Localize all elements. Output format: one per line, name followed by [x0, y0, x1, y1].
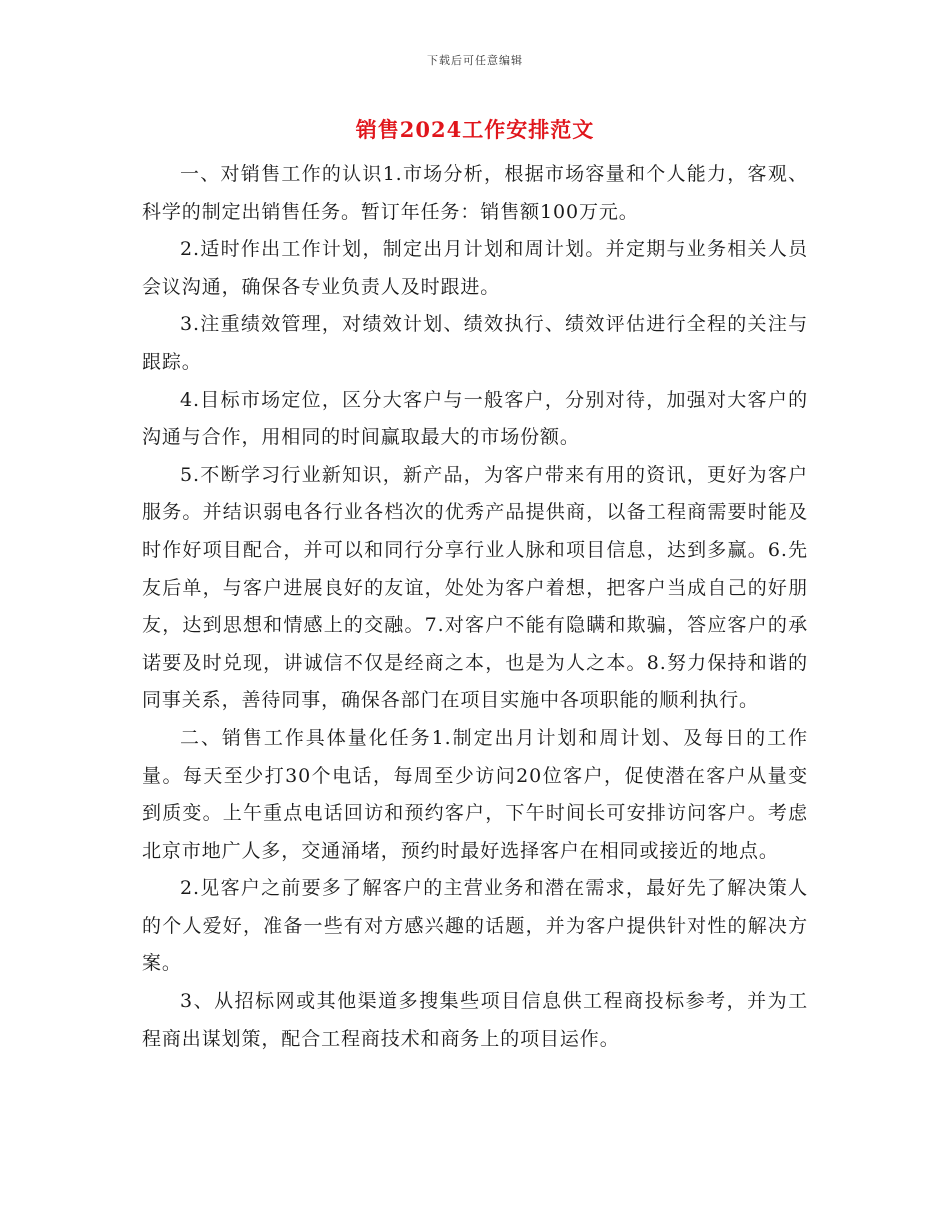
paragraph-2: 2.适时作出工作计划，制定出月计划和周计划。并定期与业务相关人员会议沟通，确保各专业负责人及时跟进。 [142, 238, 808, 298]
paragraph-4: 4.目标市场定位，区分大客户与一般客户，分别对待，加强对大客户的沟通与合作，用相同的时间赢取最大的市场份额。 [142, 388, 808, 449]
paragraph-5: 5.不断学习行业新知识，新产品，为客户带来有用的资讯，更好为客户服务。并结识弱电各行业各档次的优秀产品提供商，以备工程商需要时能及时作好项目配合，并可以和同行分享行业人脉和项目信息，达到多赢。6.先友后单，与客户进展良好的友谊，处处为客户着想，把客户当成自己的好朋友，达到思想和情感上的交融。7.对客户不能有隐瞒和欺骗，答应客户的承诺要及时兑现，讲诚信不仅是经商之本，也是为人之本。8.努力保持和谐的同事关系，善待同事，确保各部门在项目实施中各项职能的顺利执行。 [142, 463, 808, 712]
document-body [142, 156, 808, 1058]
paragraph-7: 2.见客户之前要多了解客户的主营业务和潜在需求，最好先了解决策人的个人爱好，准备一些有对方感兴趣的话题，并为客户提供针对性的解决方案。 [142, 877, 808, 975]
document-title: 销售2024工作安排范文 [355, 117, 595, 142]
paragraph-8: 3、从招标网或其他渠道多搜集些项目信息供工程商投标参考，并为工程商出谋划策，配合工程商技术和商务上的项目运作。 [142, 990, 808, 1050]
paragraph-1: 一、对销售工作的认识1.市场分析，根据市场容量和个人能力，客观、科学的制定出销售任务。暂订年任务：销售额100万元。 [142, 163, 808, 223]
paragraph-3: 3.注重绩效管理，对绩效计划、绩效执行、绩效评估进行全程的关注与跟踪。 [142, 313, 808, 373]
paragraph-6: 二、销售工作具体量化任务1.制定出月计划和周计划、及每日的工作量。每天至少打30个电话，每周至少访问20位客户，促使潜在客户从量变到质变。上午重点电话回访和预约客户，下午时间长可安排访问客户。考虑北京市地广人多，交通涌堵，预约时最好选择客户在相同或接近的地点。 [142, 726, 808, 862]
header-note: 下载后可任意编辑 [427, 54, 523, 67]
